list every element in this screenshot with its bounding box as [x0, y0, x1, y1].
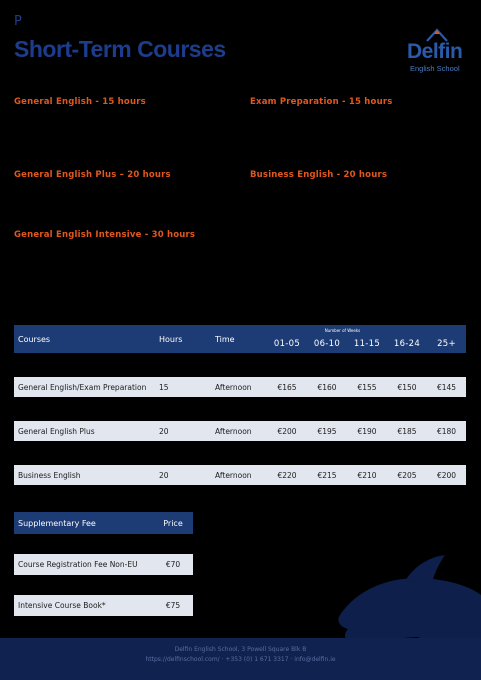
price-cell: €210 [347, 465, 387, 485]
column-header-weeks-1: 01-05 [267, 325, 307, 353]
course-heading-general-english: General English - 15 hours [14, 97, 146, 107]
time-cell: Afternoon [211, 377, 267, 397]
course-heading-exam-preparation: Exam Preparation - 15 hours [250, 97, 393, 107]
price-cell: €215 [307, 465, 347, 485]
column-header-weeks-2: 06-10 [307, 325, 347, 353]
column-header-weeks-4: 16-24 [387, 325, 427, 353]
price-table [14, 325, 466, 485]
price-cell: €195 [307, 421, 347, 441]
course-cell: Business English [14, 465, 155, 485]
logo-name: Delfin [407, 40, 463, 63]
price-cell: €200 [267, 421, 307, 441]
course-heading-general-english-plus: General English Plus – 20 hours [14, 170, 171, 180]
footer-address: Delfin English School, 3 Powell Square Blk B [174, 646, 307, 653]
time-cell: Afternoon [211, 465, 267, 485]
price-table-header-row [14, 325, 466, 353]
price-cell: €220 [267, 465, 307, 485]
column-header-hours: Hours [155, 325, 211, 353]
price-cell: €190 [347, 421, 387, 441]
course-heading-general-english-intensive: General English Intensive - 30 hours [14, 230, 196, 240]
supplementary-fee-table [14, 512, 193, 616]
table-row [14, 554, 193, 575]
table-row [14, 465, 466, 485]
price-cell: €205 [387, 465, 427, 485]
fee-price-cell: €75 [153, 595, 193, 616]
fee-table-header-row [14, 512, 193, 534]
delfin-logo [404, 28, 466, 76]
fee-cell: Intensive Course Book* [14, 595, 153, 616]
course-heading-business-english: Business English - 20 hours [250, 170, 388, 180]
price-cell: €155 [347, 377, 387, 397]
price-cell: €165 [267, 377, 307, 397]
table-row [14, 595, 193, 616]
hours-cell: 20 [155, 421, 211, 441]
column-header-time: Time [211, 325, 267, 353]
price-cell: €180 [427, 421, 466, 441]
hours-cell: 15 [155, 377, 211, 397]
top-label: P [14, 14, 22, 29]
column-header-weeks-3: 11-15 [347, 325, 387, 353]
column-header-fee: Supplementary Fee [14, 512, 153, 534]
column-header-price: Price [153, 512, 193, 534]
table-row [14, 421, 466, 441]
course-cell: General English/Exam Preparation [14, 377, 155, 397]
column-header-courses: Courses [14, 325, 155, 353]
course-cell: General English Plus [14, 421, 155, 441]
fee-price-cell: €70 [153, 554, 193, 575]
column-header-weeks-5: 25+ [427, 325, 466, 353]
price-cell: €200 [427, 465, 466, 485]
price-cell: €150 [387, 377, 427, 397]
logo-tagline: English School [410, 64, 460, 73]
footer-contact: https://delfinschool.com/ · +353 (0) 1 671 3317 · info@delfin.ie [145, 656, 336, 663]
price-cell: €145 [427, 377, 466, 397]
price-cell: €185 [387, 421, 427, 441]
weeks-caption: Number of Weeks [324, 328, 361, 333]
fee-cell: Course Registration Fee Non-EU [14, 554, 153, 575]
table-row [14, 377, 466, 397]
time-cell: Afternoon [211, 421, 267, 441]
page-title: Short-Term Courses [14, 36, 226, 62]
hours-cell: 20 [155, 465, 211, 485]
price-cell: €160 [307, 377, 347, 397]
